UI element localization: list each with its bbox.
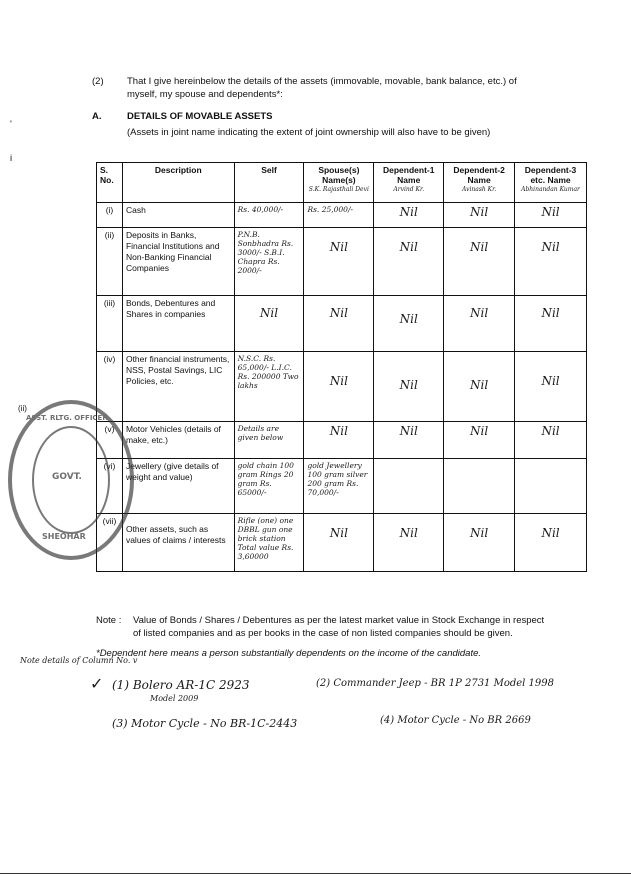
row-spouse: gold Jewellery 100 gram silver 200 gram Rs. 70,000/-: [304, 459, 374, 514]
row-dep2: [444, 459, 515, 514]
handwritten-line-1a: (1) Bolero AR-1C 2923: [112, 678, 250, 692]
table-row: [97, 352, 587, 422]
table-row: [97, 228, 587, 296]
header-dep3-name: Abhinandan Kumar: [521, 186, 580, 193]
table-row: [97, 296, 587, 352]
row-spouse: Nil: [304, 296, 374, 352]
section-title: DETAILS OF MOVABLE ASSETS: [127, 111, 273, 122]
handwritten-line-1b: Model 2009: [150, 694, 199, 703]
intro-number: (2): [92, 76, 104, 87]
handwritten-label: Note details of Column No. v: [20, 656, 138, 665]
row-self: Nil: [234, 296, 304, 352]
row-dep2: Nil: [444, 203, 515, 228]
header-spouse: [304, 163, 374, 203]
header-sno: S. No.: [97, 163, 123, 203]
row-dep2: Nil: [444, 296, 515, 352]
row-dep3: Nil: [515, 296, 587, 352]
row-dep3: Nil: [515, 352, 587, 422]
row-description: Motor Vehicles (details of make, etc.): [122, 422, 234, 459]
handwritten-line-2a: (3) Motor Cycle - No BR-1C-2443: [112, 717, 298, 730]
movable-assets-table: [96, 162, 587, 572]
header-dep3: [515, 163, 587, 203]
seal-bottom-text: SHEOHAR: [42, 532, 86, 541]
row-description: Other assets, such as values of claims / interests: [122, 514, 234, 572]
intro-line-2: myself, my spouse and dependents*:: [127, 89, 283, 100]
row-description: Jewellery (give details of weight and value): [122, 459, 234, 514]
intro-line-1: That I give hereinbelow the details of the assets (immovable, movable, bank balance, etc.) of: [127, 76, 517, 87]
header-dep2-label: Dependent-2 Name: [453, 165, 505, 185]
row-dep2: Nil: [444, 514, 515, 572]
row-dep3: Nil: [515, 514, 587, 572]
row-self: Rifle (one) one DBBL gun one brick station Total value Rs. 3,60000: [234, 514, 304, 572]
row-self: N.S.C. Rs. 65,000/- L.I.C. Rs. 200000 Two lakhs: [234, 352, 304, 422]
row-dep1: Nil: [374, 352, 444, 422]
row-dep3: Nil: [515, 203, 587, 228]
row-spouse: Nil: [304, 228, 374, 296]
header-spouse-label: Spouse(s) Name(s): [318, 165, 360, 185]
row-sno: (ii): [97, 228, 123, 296]
note-line-1: Value of Bonds / Shares / Debentures as per the latest market value in Stock Exchange in respect: [133, 615, 545, 626]
row-self: Details are given below: [234, 422, 304, 459]
seal-middle-text: GOVT.: [52, 472, 82, 482]
table-row: [97, 203, 587, 228]
row-dep1: Nil: [374, 203, 444, 228]
row-dep1: Nil: [374, 514, 444, 572]
row-description: Other financial instruments, NSS, Postal Savings, LIC Policies, etc.: [122, 352, 234, 422]
table-header-row: [97, 163, 587, 203]
row-sno: (vi): [97, 459, 123, 514]
header-description: Description: [122, 163, 234, 203]
row-sno: (iii): [97, 296, 123, 352]
row-dep3: Nil: [515, 422, 587, 459]
header-dep1-label: Dependent-1 Name: [383, 165, 435, 185]
official-seal: [8, 400, 134, 560]
table-row: [97, 459, 587, 514]
margin-mark: (ii): [18, 404, 27, 413]
margin-mark: ': [10, 119, 12, 130]
header-dep1-name: Arvind Kr.: [393, 186, 425, 193]
row-spouse: Rs. 25,000/-: [304, 203, 374, 228]
row-dep1: Nil: [374, 296, 444, 352]
header-dep1: [374, 163, 444, 203]
table-row: [97, 422, 587, 459]
section-letter: A.: [92, 111, 102, 122]
row-dep2: Nil: [444, 422, 515, 459]
row-spouse: Nil: [304, 514, 374, 572]
header-dep3-label: Dependent-3 etc. Name: [524, 165, 577, 185]
row-dep1: Nil: [374, 422, 444, 459]
header-self: Self: [234, 163, 304, 203]
header-spouse-name: S.K. Rajasthali Devi: [308, 186, 369, 193]
row-sno: (i): [97, 203, 123, 228]
note-line-2: of listed companies and as per books in the case of non listed companies should be given.: [133, 628, 513, 639]
row-dep1: [374, 459, 444, 514]
note-label: Note :: [96, 615, 122, 626]
tick-mark-icon: ✓: [90, 674, 104, 693]
row-description: Bonds, Debentures and Shares in companies: [122, 296, 234, 352]
row-description: Deposits in Banks, Financial Institutions and Non-Banking Financial Companies: [122, 228, 234, 296]
handwritten-line-2b: (4) Motor Cycle - No BR 2669: [380, 715, 531, 726]
row-dep2: Nil: [444, 352, 515, 422]
row-self: Rs. 40,000/-: [234, 203, 304, 228]
row-sno: (iv): [97, 352, 123, 422]
row-spouse: Nil: [304, 422, 374, 459]
header-dep2-name: Avinash Kr.: [461, 186, 497, 193]
row-dep2: Nil: [444, 228, 515, 296]
row-sno: (v): [97, 422, 123, 459]
row-dep1: Nil: [374, 228, 444, 296]
row-self: P.N.B. Sonbhadra Rs. 3000/- S.B.I. Chapra Rs. 2000/-: [234, 228, 304, 296]
row-dep3: Nil: [515, 228, 587, 296]
seal-top-text: ASST. RLTG. OFFICER: [26, 414, 108, 422]
row-description: Cash: [122, 203, 234, 228]
table-row: [97, 514, 587, 572]
handwritten-line-1c: (2) Commander Jeep - BR 1P 2731 Model 1998: [316, 678, 555, 689]
header-dep2: [444, 163, 515, 203]
margin-mark: i: [10, 153, 13, 164]
row-sno: (vii): [97, 514, 123, 572]
note-dependent: *Dependent here means a person substantially dependents on the income of the candidate.: [96, 648, 482, 659]
page-bottom-edge: [0, 873, 631, 874]
row-self: gold chain 100 gram Rings 20 gram Rs. 65000/-: [234, 459, 304, 514]
row-dep3: [515, 459, 587, 514]
section-subtitle: (Assets in joint name indicating the extent of joint ownership will also have to be given): [127, 127, 491, 138]
row-spouse: Nil: [304, 352, 374, 422]
